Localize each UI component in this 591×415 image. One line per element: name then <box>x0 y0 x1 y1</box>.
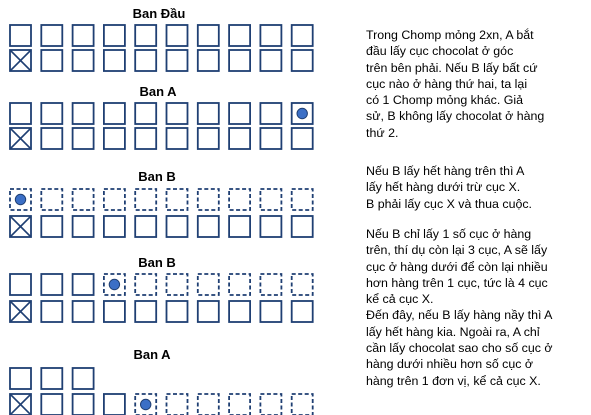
text-line: cục nào ở hàng thứ hai, ta lại <box>366 76 528 91</box>
move-marker-dot <box>297 108 307 118</box>
chocolate-square <box>73 394 94 415</box>
board-title: Ban A <box>133 347 171 362</box>
chomp-board <box>10 84 313 149</box>
text-line: đầu lấy cục chocolat ở góc <box>366 44 514 59</box>
board-title: Ban A <box>139 84 177 99</box>
chocolate-square <box>292 301 313 322</box>
chocolate-square <box>41 301 62 322</box>
chocolate-square <box>135 216 156 237</box>
chocolate-square <box>41 25 62 46</box>
text-line: cần lấy chocolat sao cho số cục ở <box>366 341 553 356</box>
chocolate-square <box>135 50 156 71</box>
chocolate-square <box>41 103 62 124</box>
text-line: kể cả cục X. <box>366 292 434 307</box>
chocolate-square <box>260 216 281 237</box>
chocolate-square <box>292 216 313 237</box>
text-line: Trong Chomp mỏng 2xn, A bắt <box>366 28 534 42</box>
chocolate-square <box>10 368 31 389</box>
chocolate-square <box>198 216 219 237</box>
text-line: trên bên phải. Nếu B lấy bất cứ <box>366 60 538 75</box>
text-line: thứ 2. <box>366 125 399 140</box>
chomp-board <box>10 169 313 237</box>
chocolate-square <box>10 25 31 46</box>
chocolate-square <box>104 394 125 415</box>
text-line: Nếu B chỉ lấy 1 số cục ở hàng <box>366 227 532 241</box>
text-line: Đến đây, nếu B lấy hàng nầy thì A <box>366 308 553 323</box>
eaten-square <box>167 394 188 415</box>
eaten-square <box>198 189 219 210</box>
chocolate-square <box>73 128 94 149</box>
chocolate-square <box>260 128 281 149</box>
move-marker-dot <box>15 194 25 204</box>
chocolate-square <box>198 301 219 322</box>
eaten-square <box>135 274 156 295</box>
text-line: Nếu B lấy hết hàng trên thì A <box>366 164 525 178</box>
chocolate-square <box>10 274 31 295</box>
board-title: Ban Đầu <box>132 6 186 21</box>
text-line: cục ở hàng dưới để còn lại nhiều <box>366 259 548 274</box>
chocolate-square <box>198 128 219 149</box>
chocolate-square <box>167 50 188 71</box>
text-line: sử, B không lấy chocolat ở hàng <box>366 109 545 124</box>
chocolate-square <box>104 25 125 46</box>
eaten-square <box>292 394 313 415</box>
chocolate-square <box>167 25 188 46</box>
eaten-square <box>198 394 219 415</box>
chocolate-square <box>229 25 250 46</box>
chomp-board <box>10 347 313 415</box>
paragraph-intro <box>366 27 588 141</box>
chocolate-square <box>135 301 156 322</box>
chocolate-square <box>260 301 281 322</box>
chocolate-square <box>104 103 125 124</box>
text-line: có 1 Chomp mỏng khác. Giả <box>366 93 524 108</box>
chocolate-square <box>292 50 313 71</box>
chocolate-square <box>167 216 188 237</box>
move-marker-dot <box>109 279 119 289</box>
eaten-square <box>73 189 94 210</box>
chocolate-square <box>10 103 31 124</box>
chomp-board <box>10 255 313 322</box>
chocolate-square <box>167 128 188 149</box>
chocolate-square <box>104 301 125 322</box>
board-title: Ban B <box>138 255 176 270</box>
chocolate-square <box>292 128 313 149</box>
chocolate-square <box>104 128 125 149</box>
chocolate-square <box>229 103 250 124</box>
chocolate-square <box>73 50 94 71</box>
move-marker-dot <box>141 399 151 409</box>
text-line: hàng dưới nhiều hơn số cục ở <box>366 357 534 372</box>
text-line: B phải lấy cục X và thua cuộc. <box>366 196 532 211</box>
chocolate-square <box>229 301 250 322</box>
chocolate-square <box>229 128 250 149</box>
eaten-square <box>167 189 188 210</box>
chocolate-square <box>167 301 188 322</box>
chocolate-square <box>73 301 94 322</box>
chocolate-square <box>292 25 313 46</box>
chocolate-square <box>229 216 250 237</box>
paragraph-take-some <box>366 226 588 389</box>
eaten-square <box>104 189 125 210</box>
chocolate-square <box>73 368 94 389</box>
eaten-square <box>229 394 250 415</box>
eaten-square <box>260 394 281 415</box>
eaten-square <box>167 274 188 295</box>
paragraph-take-top-row <box>366 163 588 212</box>
eaten-square <box>135 189 156 210</box>
chocolate-square <box>41 128 62 149</box>
chocolate-square <box>73 216 94 237</box>
chocolate-square <box>104 50 125 71</box>
eaten-square <box>229 189 250 210</box>
text-line: lấy hết hàng kia. Ngoài ra, A chỉ <box>366 324 540 339</box>
chocolate-square <box>73 25 94 46</box>
chocolate-square <box>260 50 281 71</box>
eaten-square <box>292 189 313 210</box>
text-line: trên, thí dụ còn lại 3 cục, A sẽ lấy <box>366 243 548 258</box>
chocolate-square <box>260 25 281 46</box>
chocolate-square <box>198 50 219 71</box>
chocolate-square <box>73 103 94 124</box>
text-line: hơn hàng trên 1 cục, tức là 4 cục <box>366 275 548 290</box>
chocolate-square <box>260 103 281 124</box>
board-title: Ban B <box>138 169 176 184</box>
chomp-board <box>10 6 313 71</box>
chocolate-square <box>229 50 250 71</box>
eaten-square <box>260 274 281 295</box>
chocolate-square <box>73 274 94 295</box>
chocolate-square <box>198 25 219 46</box>
chocolate-square <box>41 216 62 237</box>
chocolate-square <box>135 25 156 46</box>
chocolate-square <box>41 368 62 389</box>
text-line: lấy hết hàng dưới trừ cục X. <box>366 180 521 195</box>
chocolate-square <box>167 103 188 124</box>
chocolate-square <box>41 394 62 415</box>
chocolate-square <box>104 216 125 237</box>
chocolate-square <box>41 274 62 295</box>
eaten-square <box>292 274 313 295</box>
chocolate-square <box>41 50 62 71</box>
eaten-square <box>260 189 281 210</box>
eaten-square <box>198 274 219 295</box>
chocolate-square <box>135 128 156 149</box>
chocolate-square <box>198 103 219 124</box>
chocolate-square <box>135 103 156 124</box>
eaten-square <box>229 274 250 295</box>
eaten-square <box>41 189 62 210</box>
text-line: hàng trên 1 đơn vị, kể cả cục X. <box>366 373 541 388</box>
